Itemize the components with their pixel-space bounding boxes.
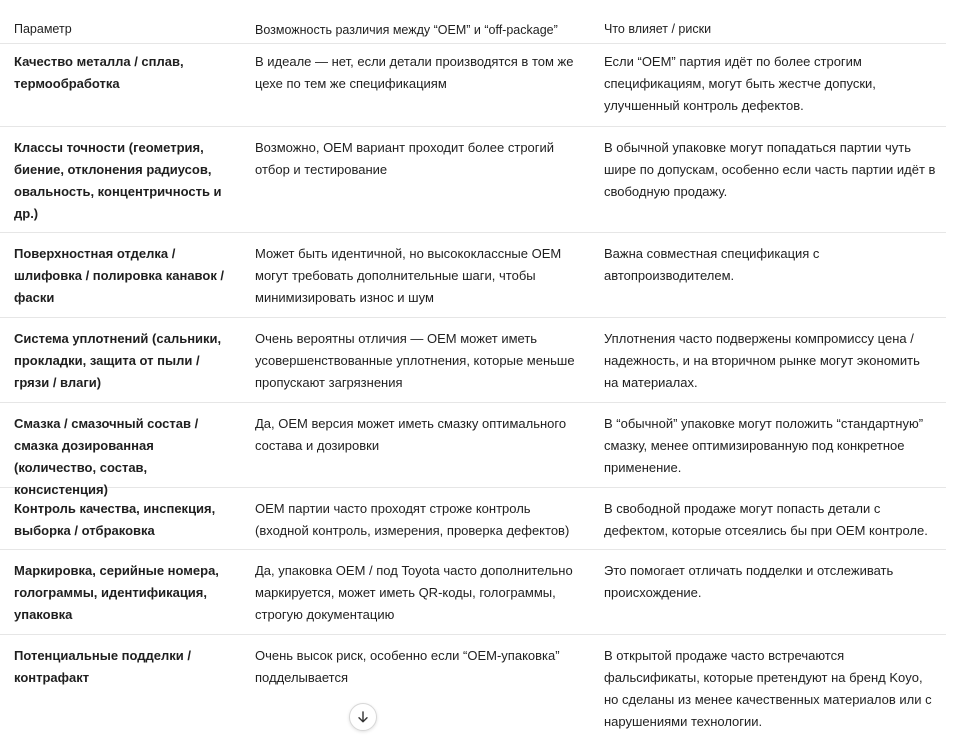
table-row — [0, 403, 946, 497]
table-row — [0, 44, 946, 127]
row-risk: В обычной упаковке могут попадаться партии чуть шире по допускам, особенно если часть партии идёт в свободную продажу. — [604, 140, 936, 199]
row-parameter: Смазка / смазочный состав / смазка дозированная (количество, состав, консистенция) — [14, 416, 199, 497]
header-oem-difference: Возможность различия между “OEM” и “off-package” — [255, 23, 558, 37]
row-parameter: Маркировка, серийные номера, голограммы, идентификация, упаковка — [14, 563, 219, 622]
row-parameter: Поверхностная отделка / шлифовка / полировка канавок / фаски — [14, 246, 225, 305]
table-row — [0, 550, 946, 635]
row-difference: Да, OEM версия может иметь смазку оптимального состава и дозировки — [255, 416, 567, 453]
row-parameter: Качество металла / сплав, термообработка — [14, 54, 184, 91]
row-risk: Это помогает отличать подделки и отслеживать происхождение. — [604, 563, 894, 600]
table-row — [0, 233, 946, 318]
header-parameter: Параметр — [14, 22, 72, 36]
row-difference: OEM партии часто проходят строже контроль (входной контроль, измерения, проверка дефектов) — [255, 501, 570, 538]
row-difference: Да, упаковка OEM / под Toyota часто дополнительно маркируется, может иметь QR-коды, голограммы, строгую документацию — [255, 563, 573, 622]
arrow-down-icon — [356, 710, 370, 724]
table-row — [0, 127, 946, 233]
scroll-to-bottom-button[interactable] — [349, 703, 377, 731]
table-row — [0, 635, 946, 751]
row-parameter: Система уплотнений (сальники, прокладки, защита от пыли / грязи / влаги) — [14, 331, 222, 390]
row-risk: Важна совместная спецификация с автопроизводителем. — [604, 246, 820, 283]
header-risks: Что влияет / риски — [604, 22, 712, 36]
row-risk: В открытой продаже часто встречаются фальсификаты, которые претендуют на бренд Koyo, но сделаны из менее качественных материалов или с нарушениями технологии. — [604, 648, 932, 729]
row-parameter: Классы точности (геометрия, биение, отклонения радиусов, овальность, концентричность и др.) — [14, 140, 222, 221]
row-difference: В идеале — нет, если детали производятся в том же цехе по тем же спецификациям — [255, 54, 574, 91]
row-parameter: Потенциальные подделки / контрафакт — [14, 648, 192, 685]
row-difference: Возможно, OEM вариант проходит более строгий отбор и тестирование — [255, 140, 555, 177]
row-risk: Если “OEM” партия идёт по более строгим спецификациям, могут быть жестче допуски, улучшенный контроль дефектов. — [604, 54, 876, 113]
row-difference: Может быть идентичной, но высококлассные OEM могут требовать дополнительные шаги, чтобы минимизировать износ и шум — [255, 246, 562, 305]
table-header-row — [0, 0, 946, 44]
row-parameter: Контроль качества, инспекция, выборка / отбраковка — [14, 501, 216, 538]
row-risk: В свободной продаже могут попасть детали с дефектом, которые отсеялись бы при OEM контроле. — [604, 501, 928, 538]
row-difference: Очень вероятны отличия — OEM может иметь усовершенствованные уплотнения, которые меньше пропускают загрязнения — [255, 331, 575, 390]
row-risk: Уплотнения часто подвержены компромиссу цена / надежность, и на вторичном рынке могут экономить на материалах. — [604, 331, 920, 390]
row-difference: Очень высок риск, особенно если “OEM-упаковка” подделывается — [255, 648, 560, 685]
table-row — [0, 318, 946, 403]
table-row — [0, 488, 946, 550]
row-risk: В “обычной” упаковке могут положить “стандартную” смазку, менее оптимизированную под конкретное применение. — [604, 416, 924, 475]
